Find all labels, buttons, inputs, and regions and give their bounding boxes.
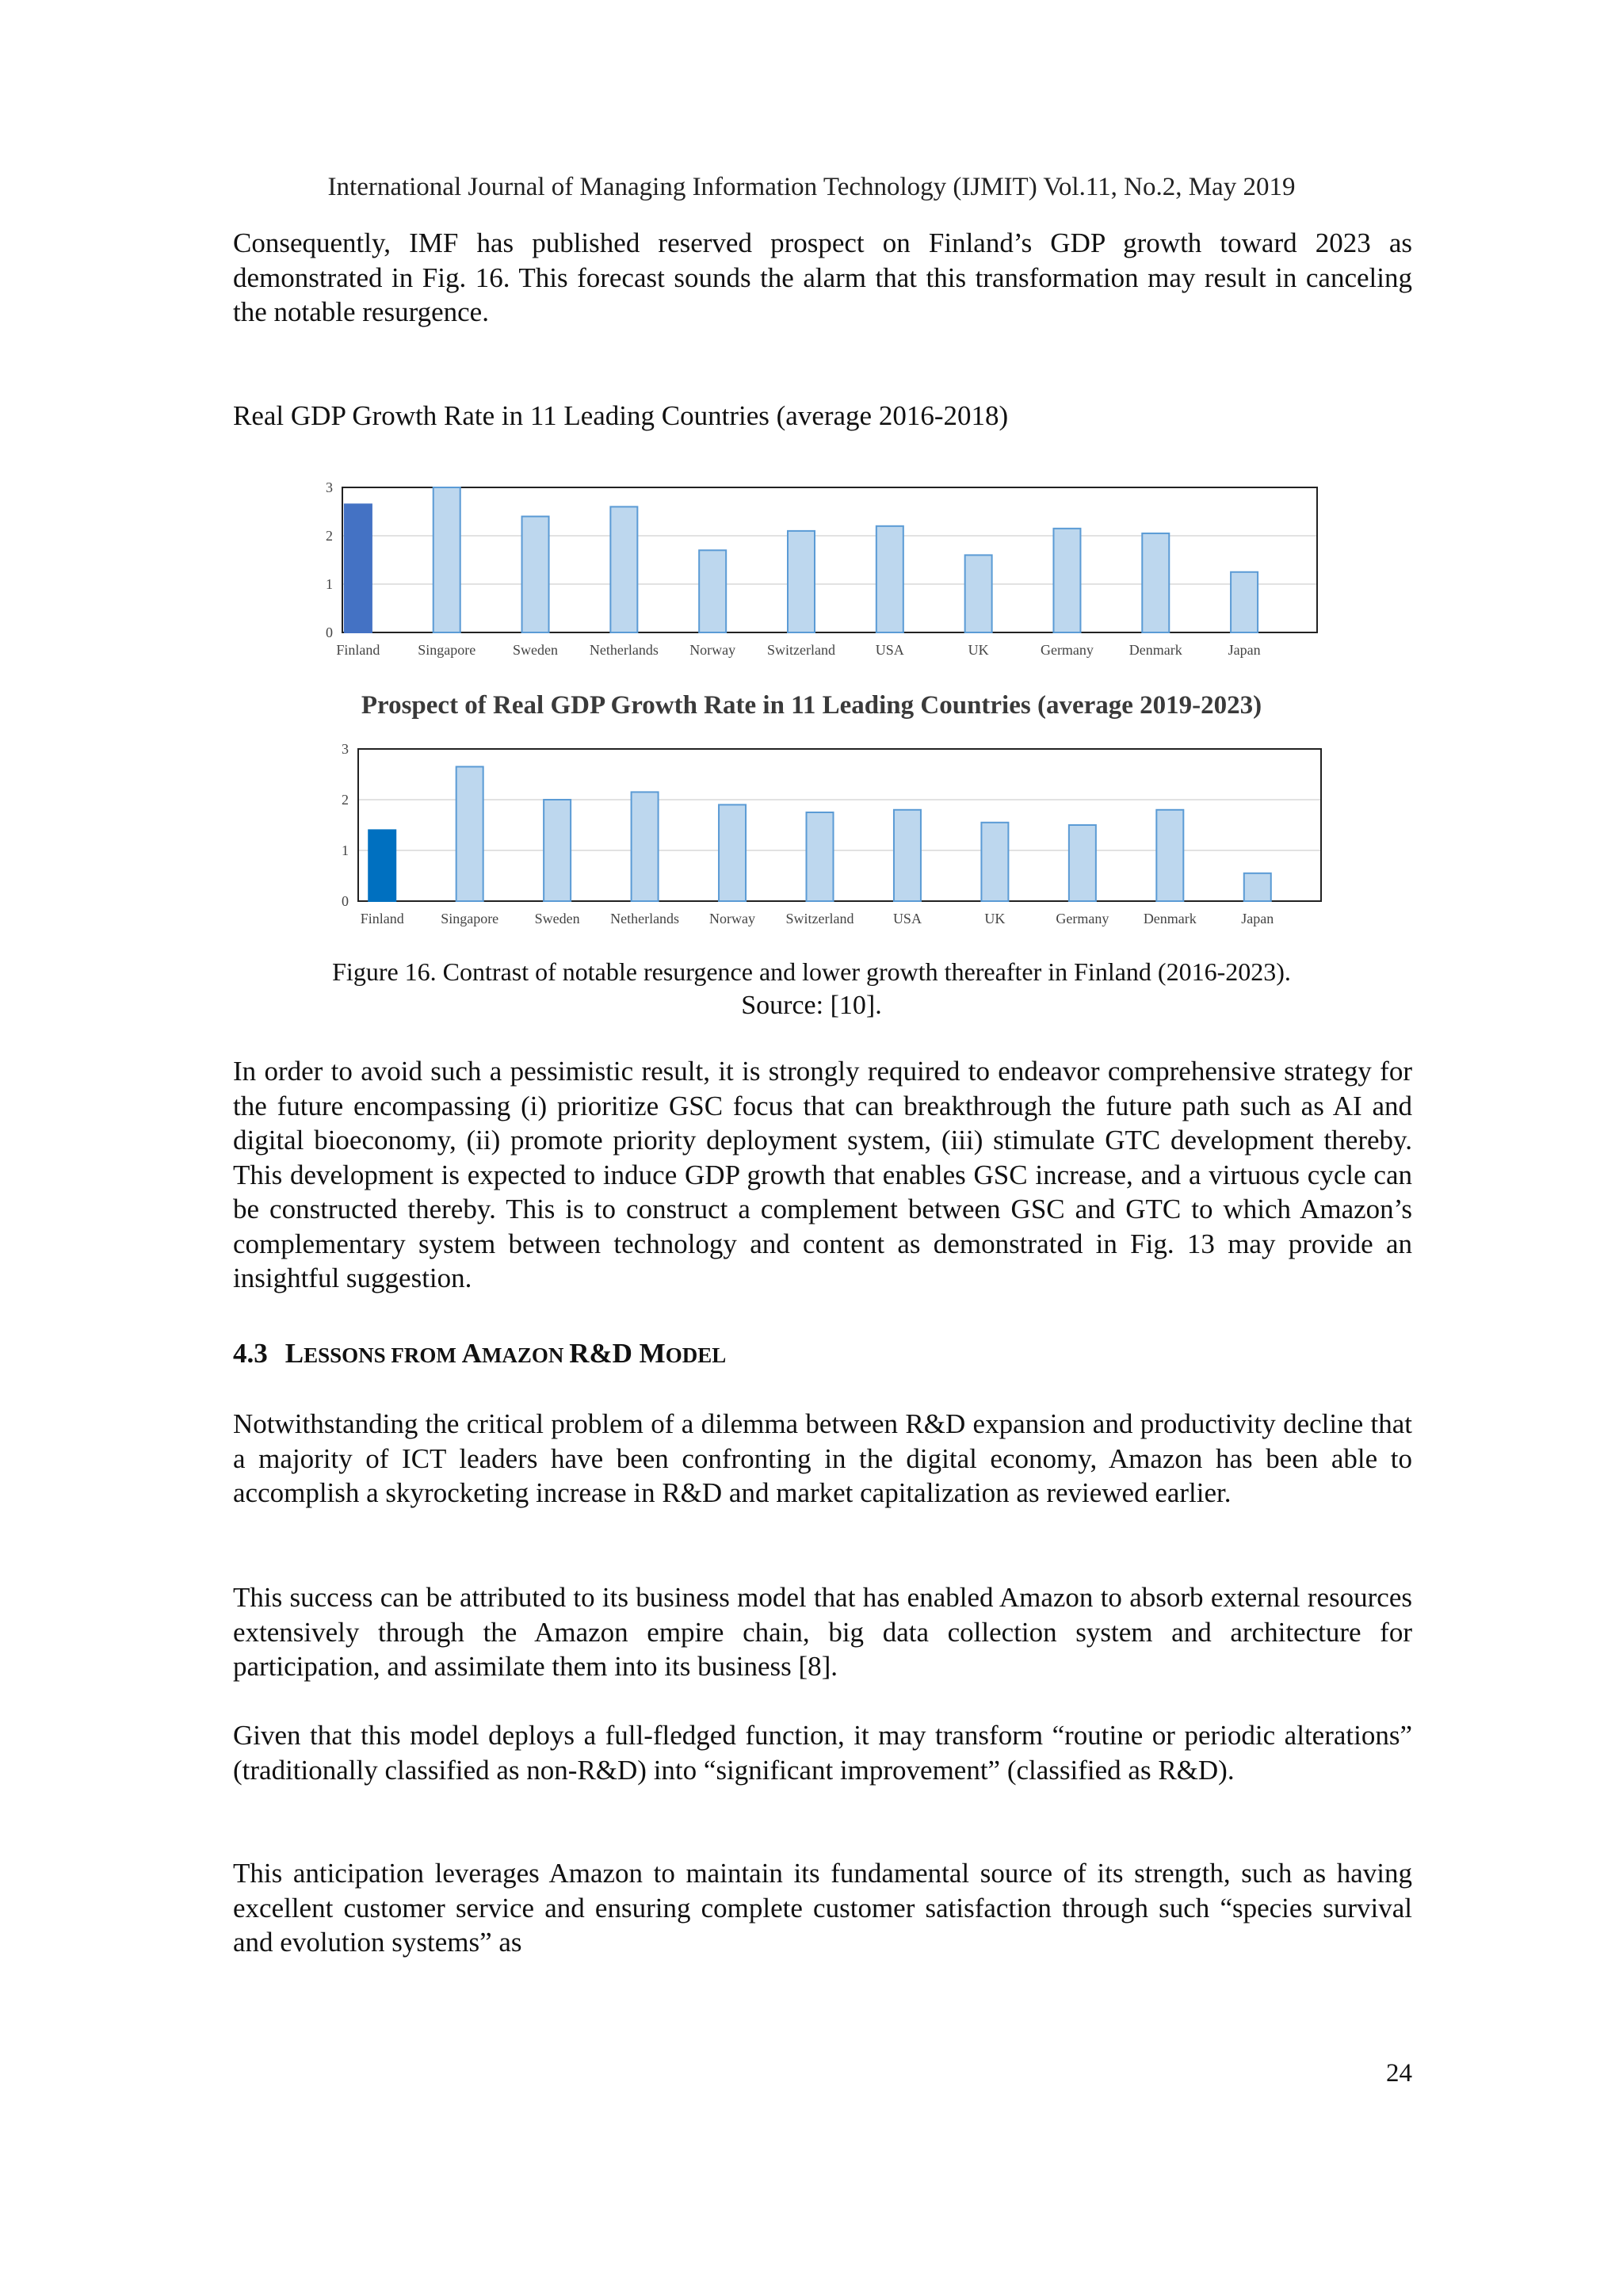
x-tick-label: Germany [1056,911,1109,926]
bar-sweden [522,517,549,632]
bar-finland [369,830,395,901]
section-title-part: ESSONS FROM [304,1343,462,1367]
x-tick-label: UK [968,642,989,658]
y-tick-label: 3 [326,479,333,495]
bar-denmark [1142,533,1169,632]
x-tick-label: Sweden [534,911,580,926]
chart2-title: Prospect of Real GDP Growth Rate in 11 Leading Countries (average 2019-2023) [361,691,1262,720]
paragraph-intro: Consequently, IMF has published reserved prospect on Finland’s GDP growth toward 2023 as demonstrated in Fig. 16. This forecast sounds the alarm that this transformation may result in canceling the notable resurgence. [233,227,1412,327]
x-tick-label: UK [984,911,1006,926]
x-tick-label: USA [875,642,904,658]
bar-uk [981,823,1008,901]
paragraph-anticipation: This anticipation leverages Amazon to maintain its fundamental source of its strength, such as having excellent customer service and ensuring complete customer satisfaction through such “species survival and evolution systems” as [233,1858,1412,1958]
x-tick-label: Switzerland [767,642,835,658]
section-title-part: MAZON [481,1343,570,1367]
x-tick-label: Norway [709,911,756,926]
x-tick-label: Switzerland [785,911,854,926]
bar-netherlands [610,506,637,632]
paragraph-success: This success can be attributed to its business model that has enabled Amazon to absorb external resources extensively through the Amazon empire chain, big data collection system and architecture for participation, and assimilate them into its business [8]. [233,1582,1412,1682]
section-title-part: ODEL [665,1343,727,1367]
figure-caption: Figure 16. Contrast of notable resurgence and lower growth thereafter in Finland (2016-2023). [332,957,1291,986]
x-tick-label: USA [892,911,922,926]
page-number: 24 [1386,2059,1412,2088]
bar-singapore [433,487,460,632]
bar-germany [1053,529,1080,632]
x-tick-label: Netherlands [610,911,680,926]
x-tick-label: Japan [1228,642,1261,658]
y-tick-label: 0 [326,625,333,640]
x-tick-label: Singapore [418,642,476,658]
figure-source: Source: [10]. [741,991,882,1020]
bar-sweden [544,800,571,901]
x-tick-label: Denmark [1143,911,1197,926]
section-title-part: L [285,1338,304,1369]
bar-singapore [456,766,483,901]
y-tick-label: 0 [342,893,349,909]
y-tick-label: 2 [326,528,333,544]
y-tick-label: 1 [326,576,333,592]
paragraph-avoid: In order to avoid such a pessimistic result, it is strongly required to endeavor comprehensive strategy for the future encompassing (i) prioritize GSC focus that can breakthrough the future path such as AI and digital bioeconomy, (ii) promote priority deployment system, (iii) stimulate GTC development thereby. This development is expected to induce GDP growth that enables GSC increase, and a virtuous cycle can be constructed thereby. This is to construct a complement between GSC and GTC to which Amazon’s complementary system between technology and content as demonstrated in Fig. 13 may provide an insightful suggestion. [233,1056,1412,1293]
x-tick-label: Germany [1040,642,1094,658]
x-tick-label: Singapore [441,911,499,926]
section-title-part: A [461,1338,482,1369]
plot-frame [342,487,1317,632]
bar-japan [1231,572,1258,632]
section-number: 4.3 [233,1338,268,1369]
section-title-part: R&D M [569,1338,666,1369]
section-heading [233,1338,726,1370]
chart1-gdp-2016-2018 [0,476,1623,674]
y-tick-label: 2 [342,792,349,808]
bar-germany [1069,825,1096,901]
x-tick-label: Finland [360,911,404,926]
y-tick-label: 1 [342,842,349,858]
bar-japan [1244,873,1271,901]
bar-usa [894,810,921,901]
bar-finland [345,504,372,632]
x-tick-label: Netherlands [589,642,659,658]
paragraph-given: Given that this model deploys a full-fledged function, it may transform “routine or periodic alterations” (traditionally classified as non-R&D) into “significant improvement” (classified as R&D). [233,1720,1412,1786]
x-tick-label: Sweden [513,642,559,658]
chart1-title: Real GDP Growth Rate in 11 Leading Countries (average 2016-2018) [233,400,1009,431]
bar-netherlands [632,792,659,901]
paragraph-notwithstanding: Notwithstanding the critical problem of a dilemma between R&D expansion and productivity decline that a majority of ICT leaders have been confronting in the digital economy, Amazon has been able to accomplish a skyrocketing increase in R&D and market capitalization as reviewed earlier. [233,1408,1412,1508]
y-tick-label: 3 [342,741,349,757]
bar-switzerland [788,531,815,632]
chart2-gdp-2019-2023 [0,737,1623,935]
bar-switzerland [807,812,834,901]
x-tick-label: Norway [689,642,736,658]
journal-header: International Journal of Managing Information Technology (IJMIT) Vol.11, No.2, May 2019 [327,173,1296,201]
bar-norway [719,804,746,901]
x-tick-label: Finland [336,642,380,658]
bar-norway [699,550,726,632]
bar-uk [965,555,992,632]
x-tick-label: Japan [1241,911,1274,926]
bar-usa [876,526,903,632]
x-tick-label: Denmark [1128,642,1182,658]
bar-denmark [1156,810,1183,901]
